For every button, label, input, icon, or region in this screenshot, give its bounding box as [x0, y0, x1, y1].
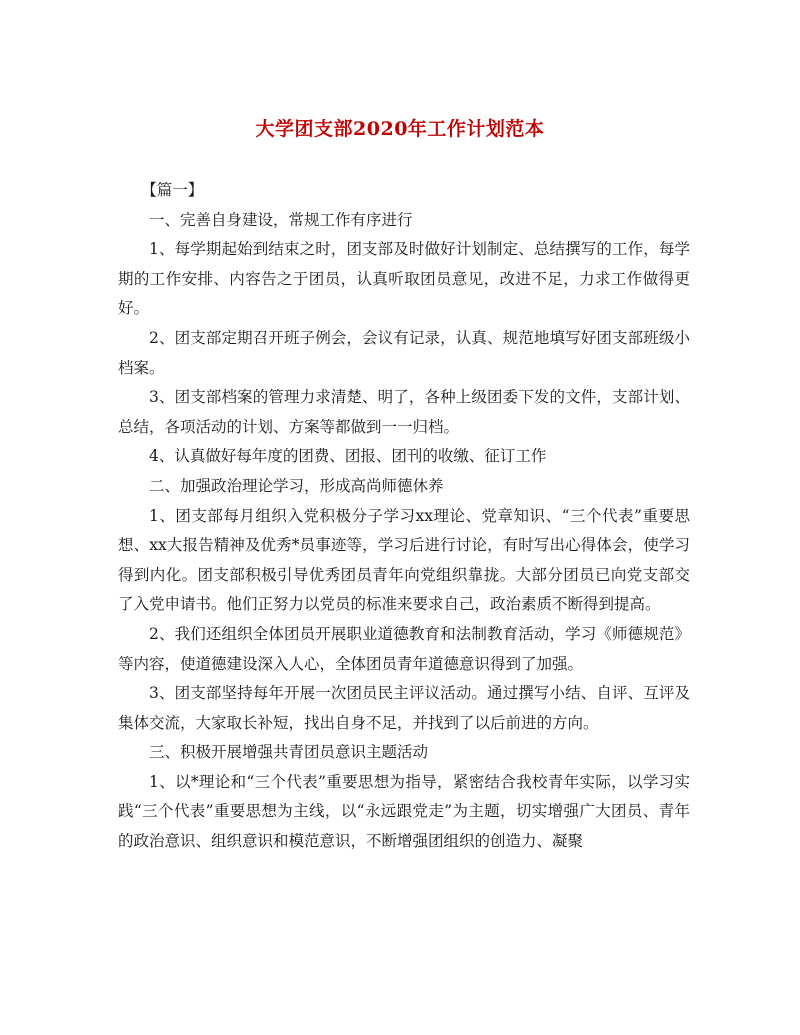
document-title: 大学团支部2020年工作计划范本 [255, 118, 545, 140]
paragraph: 1、以*理论和“三个代表”重要思想为指导，紧密结合我校青年实际，以学习实践“三个代表”重要思想为主线，以“永远跟党走”为主题，切实增强广大团员、青年的政治意识、组织意识和模范意识，不断增强团组织的创造力、凝聚 [118, 772, 690, 851]
section-heading: 二、加强政治理论学习，形成高尚师德休养 [149, 476, 444, 495]
paragraph: 2、团支部定期召开班子例会，会议有记录，认真、规范地填写好团支部班级小档案。 [118, 328, 690, 377]
paragraph: 4、认真做好每年度的团费、团报、团刊的收缴、征订工作 [149, 447, 547, 466]
paragraph: 2、我们还组织全体团员开展职业道德教育和法制教育活动，学习《师德规范》等内容，使道德建设深入人心，全体团员青年道德意识得到了加强。 [118, 624, 690, 673]
paragraph: 1、团支部每月组织入党积极分子学习xx理论、党章知识、“三个代表”重要思想、xx大报告精神及优秀*员事迹等，学习后进行讨论，有时写出心得体会，使学习得到内化。团支部积极引导优秀团员青年向党组织靠拢。大部分团员已向党支部交了入党申请书。他们正努力以党员的标准来要求自己，政治素质不断得到提高。 [118, 506, 690, 614]
paragraph: 3、团支部坚持每年开展一次团员民主评议活动。通过撰写小结、自评、互评及集体交流，大家取长补短，找出自身不足，并找到了以后前进的方向。 [118, 684, 690, 732]
section-heading: 一、完善自身建设，常规工作有序进行 [149, 210, 413, 229]
section-tag: 【篇一】 [141, 181, 204, 199]
paragraph: 1、每学期起始到结束之时，团支部及时做好计划制定、总结撰写的工作，每学期的工作安排、内容告之于团员，认真听取团员意见，改进不足，力求工作做得更好。 [118, 240, 690, 318]
section-heading: 三、积极开展增强共青团员意识主题活动 [149, 743, 429, 762]
paragraph: 3、团支部档案的管理力求清楚、明了，各种上级团委下发的文件，支部计划、总结，各项活动的计划、方案等都做到一一归档。 [118, 388, 690, 436]
document-body [118, 176, 690, 857]
